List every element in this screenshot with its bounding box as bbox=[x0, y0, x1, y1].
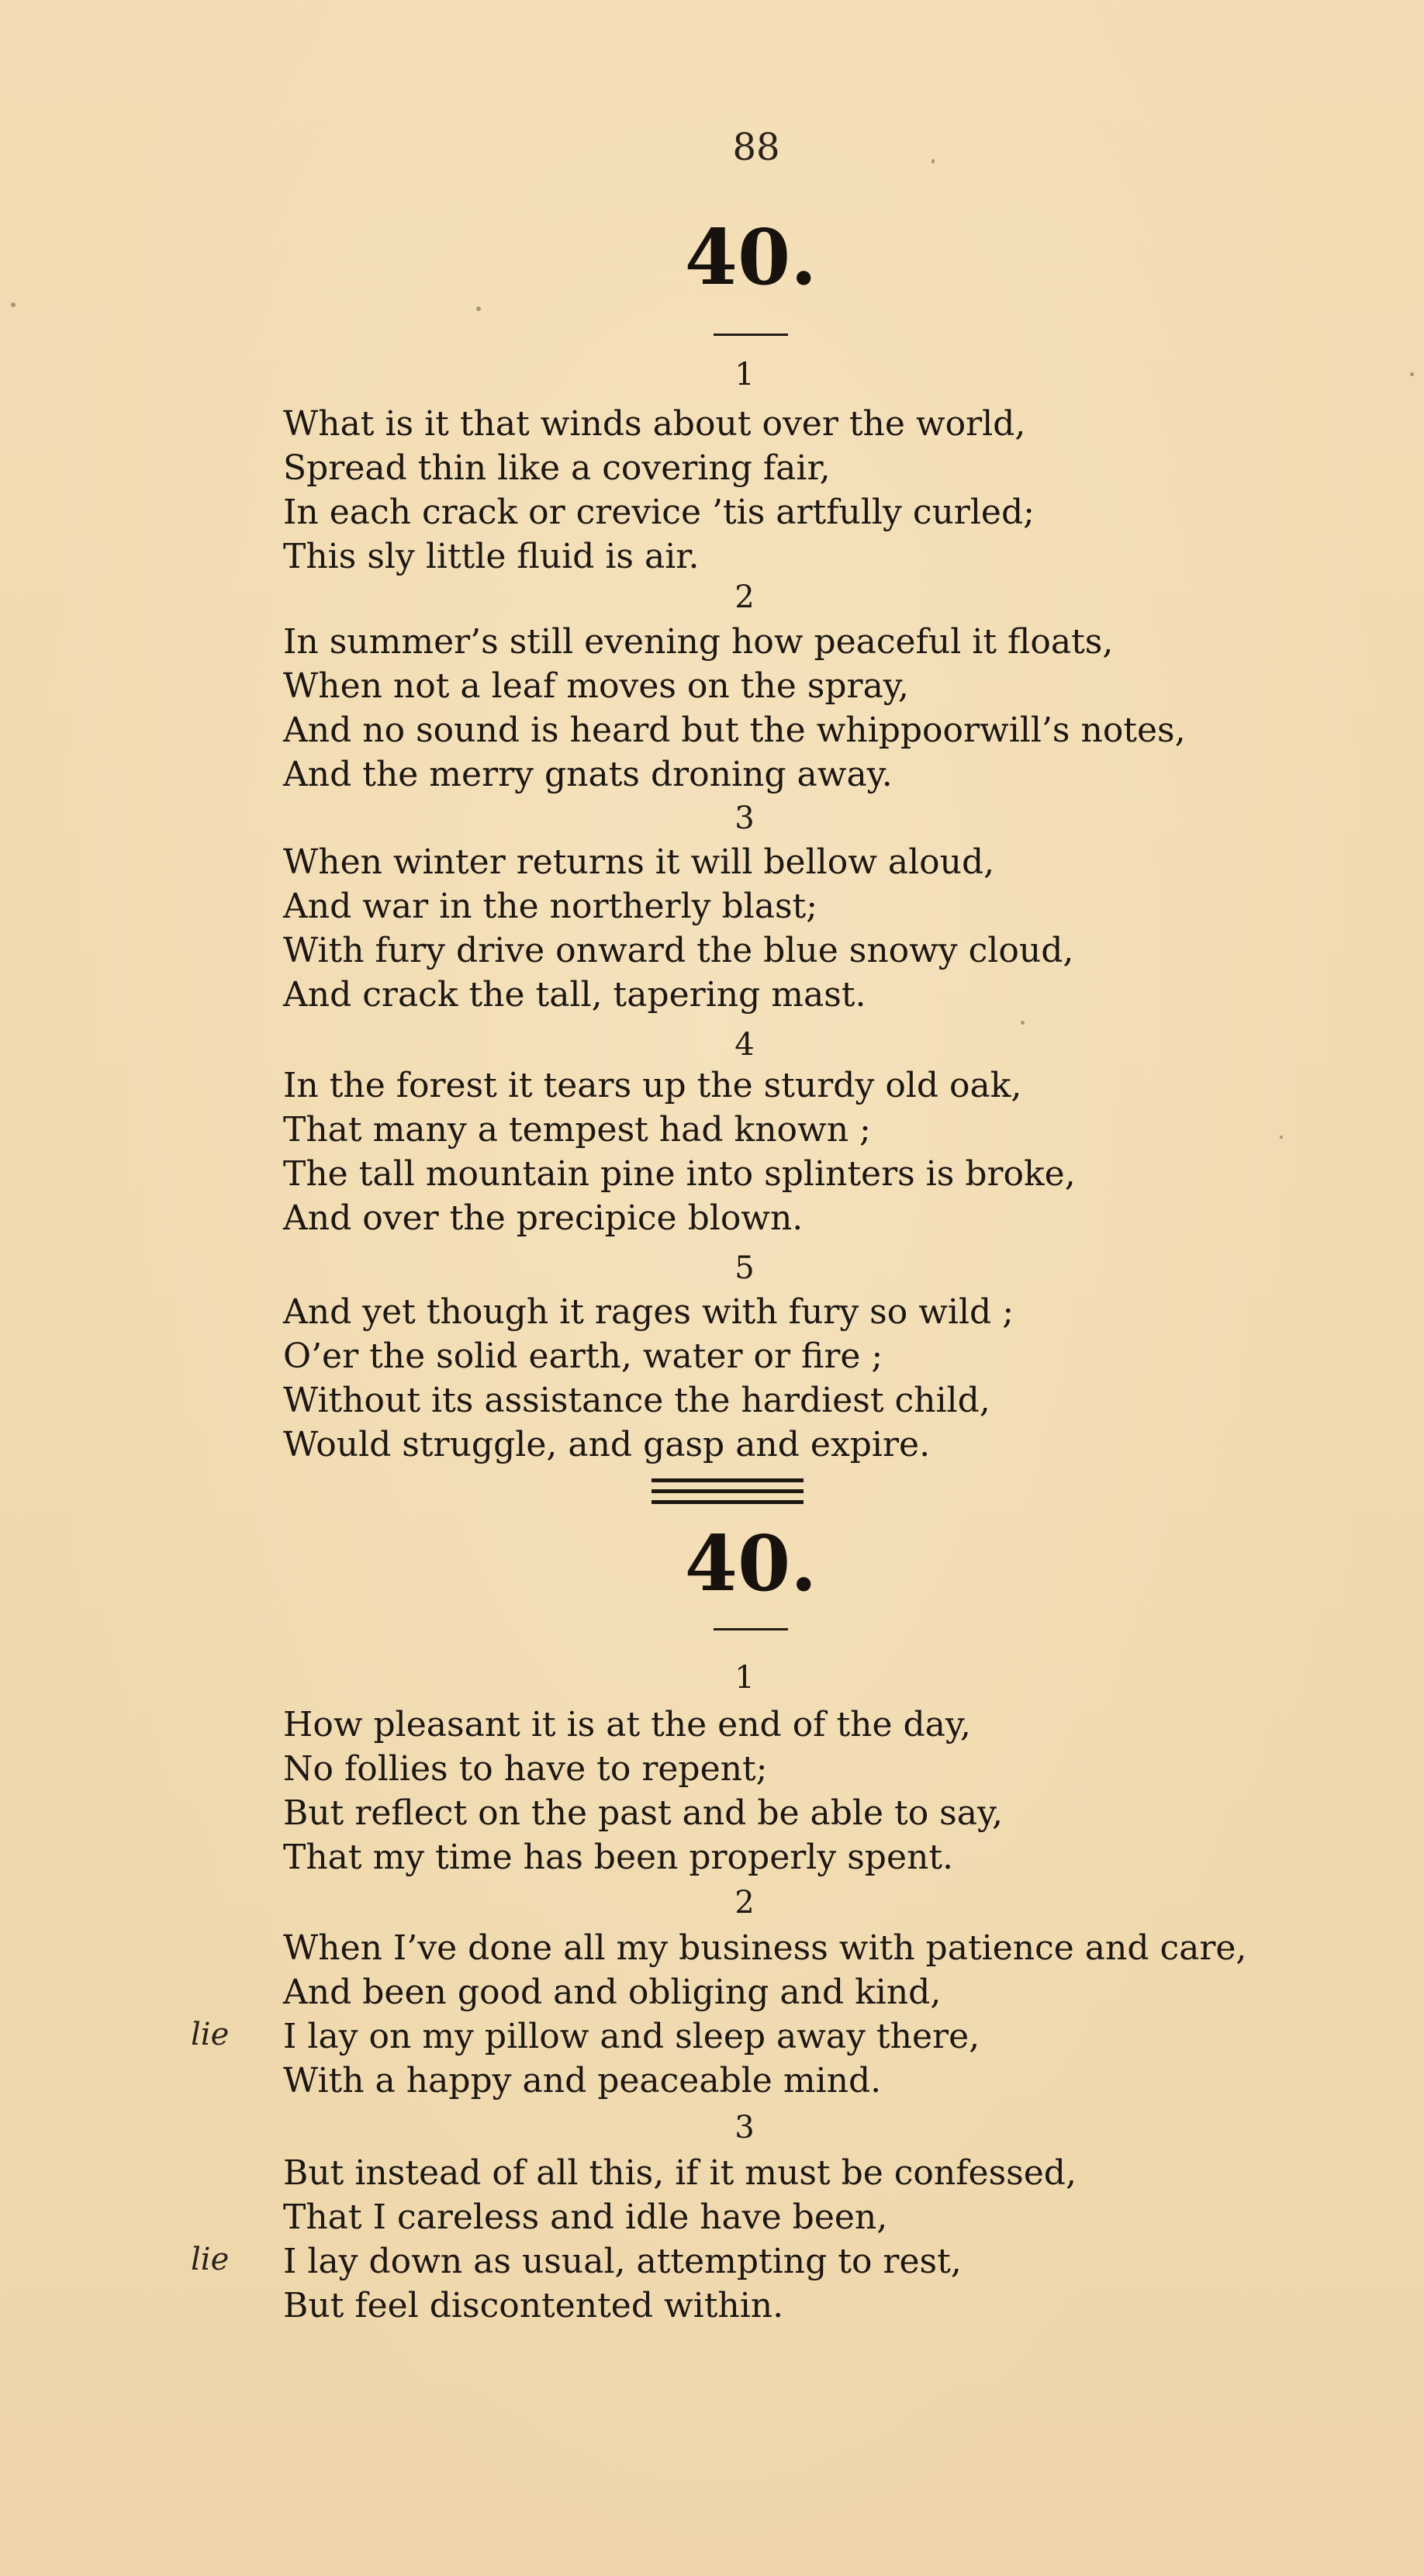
paper-speck bbox=[1280, 1136, 1283, 1139]
poem-line: And over the precipice blown. bbox=[283, 1198, 804, 1238]
rule-divider bbox=[714, 334, 788, 336]
poem-line: This sly little fluid is air. bbox=[283, 537, 700, 576]
poem-line: And been good and obliging and kind, bbox=[283, 1973, 942, 2012]
poem-line: How pleasant it is at the end of the day, bbox=[283, 1705, 971, 1744]
ornamental-divider bbox=[652, 1478, 804, 1513]
poem-line: When not a leaf moves on the spray, bbox=[283, 666, 909, 706]
poem-line: And crack the tall, tapering mast. bbox=[283, 975, 866, 1015]
poem-line: O’er the solid earth, water or fire ; bbox=[283, 1336, 883, 1376]
poem-line: And no sound is heard but the whippoorwill’s notes, bbox=[283, 711, 1186, 750]
stanza-number: 3 bbox=[734, 2110, 755, 2146]
stanza-number: 2 bbox=[734, 579, 755, 615]
poem-line: The tall mountain pine into splinters is broke, bbox=[283, 1154, 1076, 1194]
poem-line: In each crack or crevice ’tis artfully curled; bbox=[283, 493, 1035, 532]
paper-speck bbox=[1021, 1021, 1025, 1025]
poem-line: I lay on my pillow and sleep away there, bbox=[283, 2017, 980, 2056]
margin-note: lie bbox=[191, 2017, 230, 2052]
poem-line: Spread thin like a covering fair, bbox=[283, 448, 831, 488]
paper-speck bbox=[931, 159, 935, 164]
paper-speck bbox=[11, 303, 16, 307]
poem-line: That my time has been properly spent. bbox=[283, 1838, 953, 1877]
stanza-number: 1 bbox=[734, 357, 755, 392]
stanza-number: 3 bbox=[734, 800, 755, 836]
poem-line: And war in the northerly blast; bbox=[283, 887, 818, 926]
poem-line: No follies to have to repent; bbox=[283, 1749, 768, 1789]
poem-line: And the merry gnats droning away. bbox=[283, 755, 893, 794]
stanza-number: 5 bbox=[734, 1250, 755, 1286]
poem-line: Would struggle, and gasp and expire. bbox=[283, 1425, 931, 1464]
poem-line: When winter returns it will bellow aloud, bbox=[283, 842, 995, 882]
margin-note: lie bbox=[191, 2242, 230, 2277]
poem-line: I lay down as usual, attempting to rest, bbox=[283, 2242, 962, 2281]
page-number: 88 bbox=[732, 126, 780, 169]
poem-line: Without its assistance the hardiest child, bbox=[283, 1381, 990, 1420]
poem-line: That I careless and idle have been, bbox=[283, 2197, 888, 2237]
stanza-number: 1 bbox=[734, 1660, 755, 1696]
poem-line: But feel discontented within. bbox=[283, 2286, 784, 2325]
poem-line: When I’ve done all my business with patience and care, bbox=[283, 1928, 1247, 1968]
poem-line: But instead of all this, if it must be confessed, bbox=[283, 2153, 1077, 2193]
stanza-number: 2 bbox=[734, 1885, 755, 1921]
poem-line: In the forest it tears up the sturdy old oak, bbox=[283, 1066, 1022, 1105]
section-number: 40. bbox=[684, 213, 817, 303]
poem-line: With a happy and peaceable mind. bbox=[283, 2061, 882, 2101]
poem-line: And yet though it rages with fury so wild ; bbox=[283, 1292, 1014, 1332]
poem-line: But reflect on the past and be able to say, bbox=[283, 1793, 1003, 1833]
stanza-number: 4 bbox=[734, 1027, 755, 1063]
paper-speck bbox=[1410, 372, 1414, 376]
poem-line: In summer’s still evening how peaceful it floats, bbox=[283, 622, 1114, 662]
poem-line: That many a tempest had known ; bbox=[283, 1110, 871, 1150]
paper-speck bbox=[476, 306, 481, 311]
rule-divider bbox=[714, 1628, 788, 1630]
poem-line: What is it that winds about over the world, bbox=[283, 404, 1026, 444]
poem-line: With fury drive onward the blue snowy cloud, bbox=[283, 931, 1074, 970]
section-number: 40. bbox=[684, 1520, 817, 1609]
